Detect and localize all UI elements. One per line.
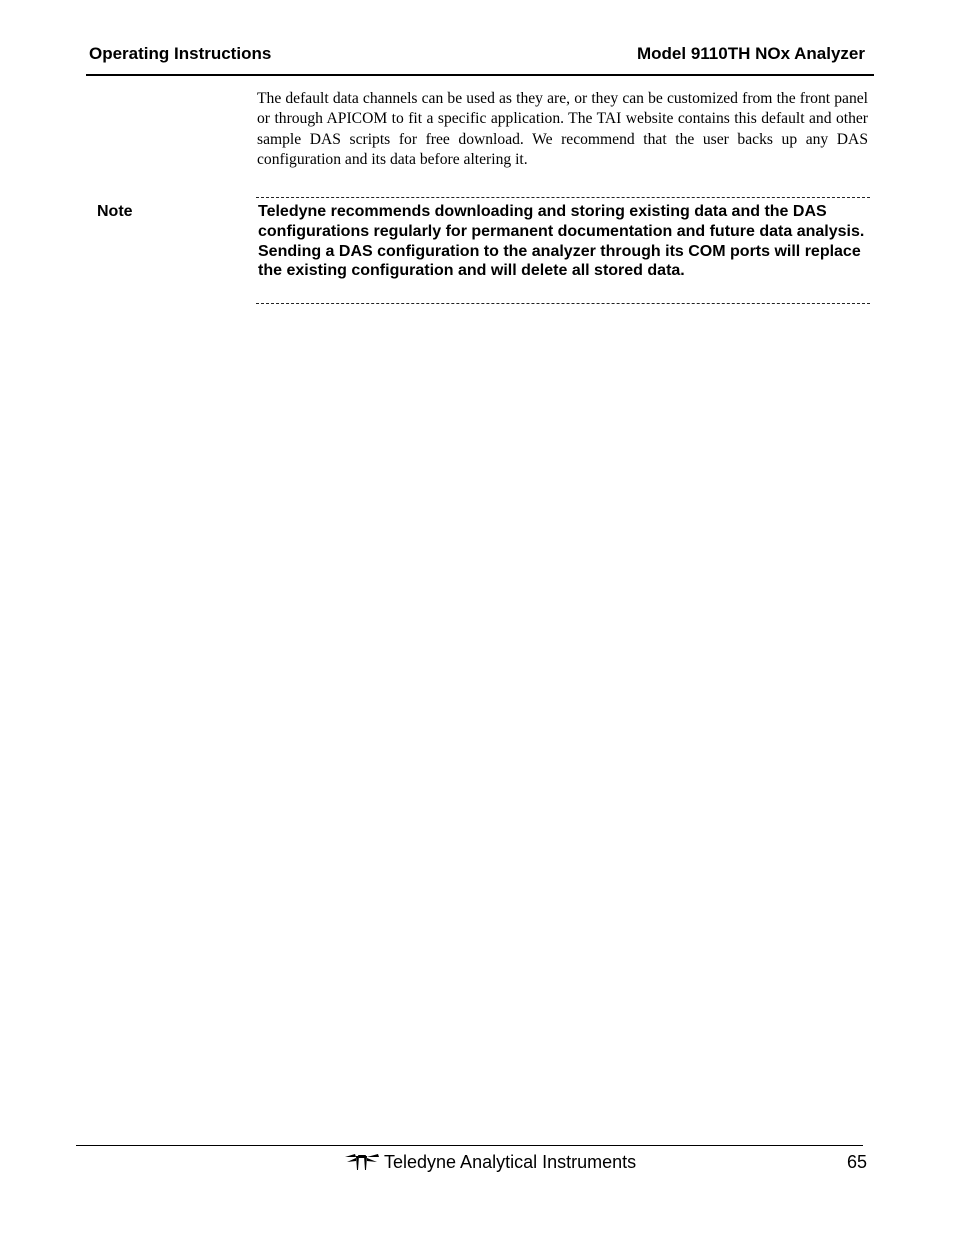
note-top-divider — [256, 197, 870, 198]
footer-rule — [76, 1145, 863, 1146]
footer-company-name: Teledyne Analytical Instruments — [384, 1152, 637, 1172]
page-number: 65 — [846, 1152, 867, 1172]
header-section-title: Operating Instructions — [89, 44, 272, 63]
header-model-name: Model 9110TH NOx Analyzer — [636, 44, 865, 63]
footer-company — [345, 1151, 636, 1173]
note-text: Teledyne recommends downloading and storing existing data and the DAS configurations regularly for permanent documentation and future data analysis. Sending a DAS configuration to the analyzer through its COM ports will replace the existing configuration and will delete all stored data. — [258, 203, 865, 280]
note-label: Note — [97, 203, 133, 220]
body-paragraph: The default data channels can be used as they are, or they can be customized from the front panel or through APICOM to fit a specific application. The TAI website contains this default and other sample DAS scripts for free download. We recommend that the user backs up any DAS configuration and its data before altering it. — [257, 90, 868, 169]
teledyne-logo-icon — [345, 1153, 379, 1171]
header-rule — [86, 74, 874, 76]
note-bottom-divider — [256, 303, 870, 304]
